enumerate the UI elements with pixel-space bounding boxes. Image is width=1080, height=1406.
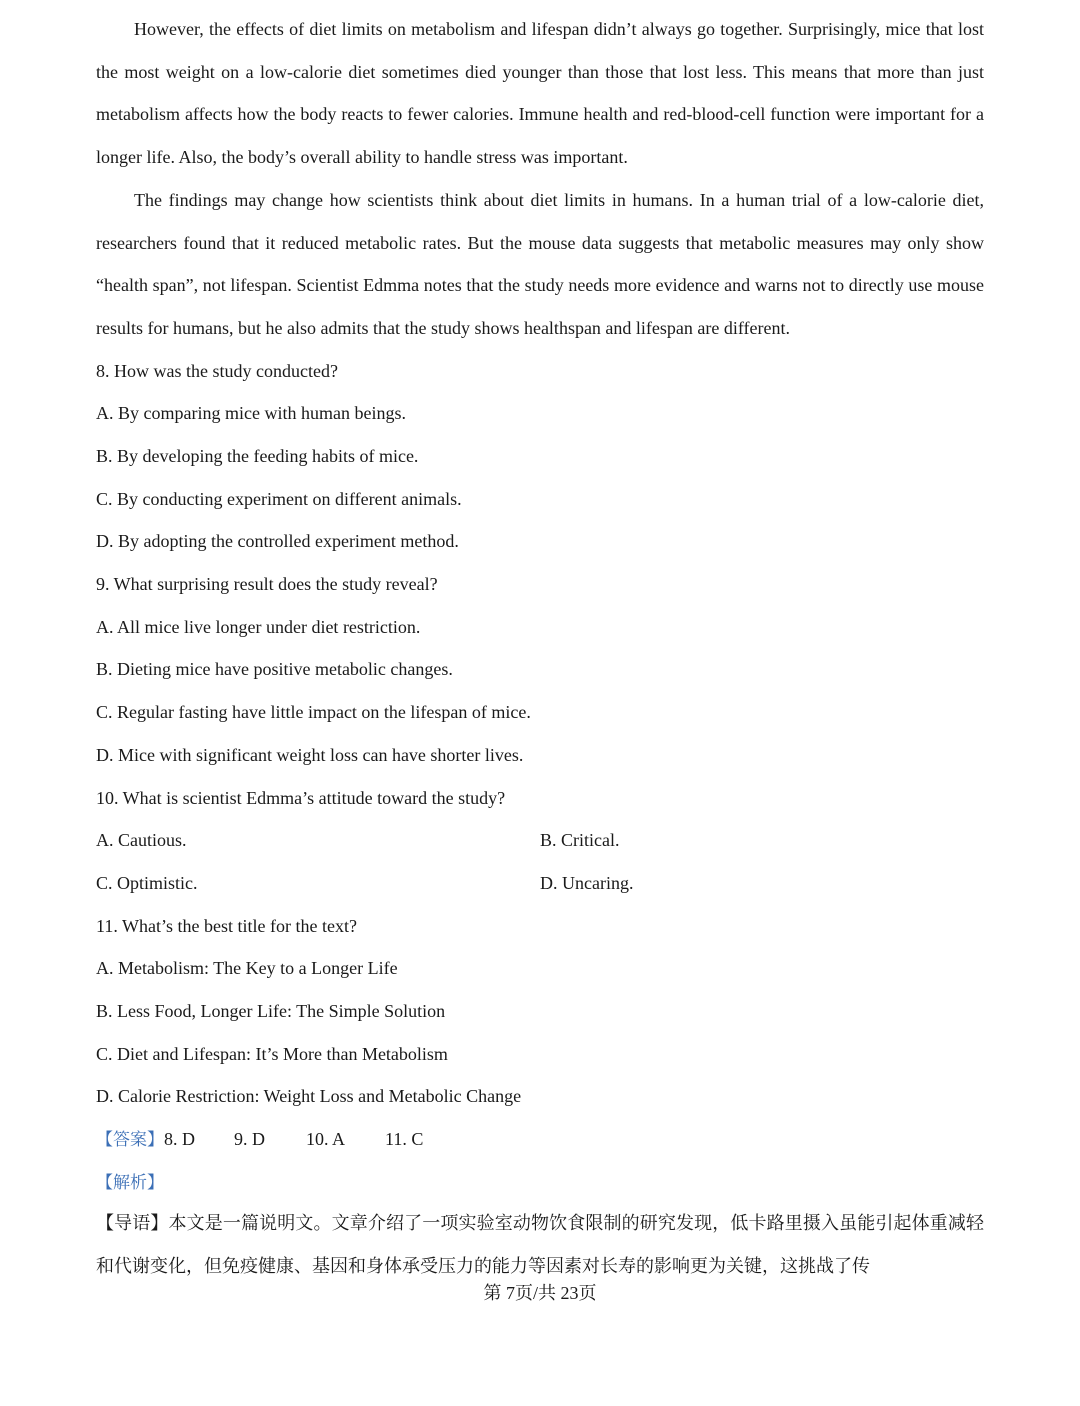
question-9-option-b: B. Dieting mice have positive metabolic changes. — [96, 659, 453, 680]
question-11-option-a: A. Metabolism: The Key to a Longer Life — [96, 958, 398, 979]
question-11-option-c: C. Diet and Lifespan: It’s More than Metabolism — [96, 1043, 448, 1064]
question-9-option-a: A. All mice live longer under diet restriction. — [96, 616, 421, 637]
document-page — [96, 8, 984, 1289]
question-8-option-b: B. By developing the feeding habits of mice. — [96, 446, 419, 466]
question-8-option-a: A. By comparing mice with human beings. — [96, 403, 406, 424]
analysis-line — [96, 1161, 984, 1204]
guide-text: 本文是一篇说明文。文章介绍了一项实验室动物饮食限制的研究发现，低卡路里摄入虽能引起体重减轻和代谢变化，但免疫健康、基因和身体承受压力的能力等因素对长寿的影响更为关键，这挑战了传 — [96, 1213, 984, 1278]
question-8-option-d: D. By adopting the controlled experiment method. — [96, 531, 459, 552]
passage-paragraph-1: However, the effects of diet limits on metabolism and lifespan didn’t always go together. Surprisingly, mice that lost the most weight on a low-calorie diet sometimes died younger than those that lost less. This means that more than just metabolism affects how the body reacts to fewer calories. Immune health and red-blood-cell function were important for a longer life. Also, the body’s overall ability to handle stress was important. — [96, 19, 984, 168]
question-8-option-c: C. By conducting experiment on different animals. — [96, 488, 462, 509]
passage-paragraph-2: The findings may change how scientists think about diet limits in humans. In a human trial of a low-calorie diet, researchers found that it reduced metabolic rates. But the mouse data suggests that metabolic measures may only show “health span”, not lifespan. Scientist Edmma notes that the study needs more evidence and warns not to directly use mouse results for humans, but he also admits that the study shows healthspan and lifespan are different. — [96, 189, 984, 338]
question-10-options-row-2 — [96, 862, 984, 905]
question-8-stem: 8. How was the study conducted? — [96, 360, 338, 381]
question-9-stem: 9. What surprising result does the study reveal? — [96, 574, 438, 595]
question-10-option-b: B. Critical. — [540, 830, 620, 851]
answer-item-10: 10. A — [306, 1129, 346, 1149]
question-9-option-d: D. Mice with significant weight loss can have shorter lives. — [96, 744, 524, 765]
answer-line — [96, 1118, 984, 1161]
question-11-option-d: D. Calorie Restriction: Weight Loss and Metabolic Change — [96, 1086, 522, 1107]
analysis-label: 【解析】 — [96, 1172, 164, 1193]
question-11-stem: 11. What’s the best title for the text? — [96, 915, 357, 936]
question-10-stem: 10. What is scientist Edmma’s attitude toward the study? — [96, 787, 506, 808]
answer-label: 【答案】 — [96, 1130, 164, 1150]
question-11-option-b: B. Less Food, Longer Life: The Simple Solution — [96, 1000, 446, 1021]
question-10-option-c: C. Optimistic. — [96, 872, 198, 893]
page-footer: 第 7页/共 23页 — [483, 1283, 597, 1303]
question-10-options-row-1 — [96, 819, 984, 862]
question-9-option-c: C. Regular fasting have little impact on the lifespan of mice. — [96, 702, 531, 723]
answer-item-9: 9. D — [234, 1129, 265, 1149]
question-10-option-a: A. Cautious. — [96, 830, 187, 851]
guide-paragraph — [96, 1203, 984, 1288]
answer-item-8: 8. D — [164, 1129, 195, 1149]
question-10-option-d: D. Uncaring. — [540, 872, 634, 893]
answer-item-11: 11. C — [385, 1129, 424, 1149]
guide-label: 【导语】 — [96, 1213, 169, 1235]
